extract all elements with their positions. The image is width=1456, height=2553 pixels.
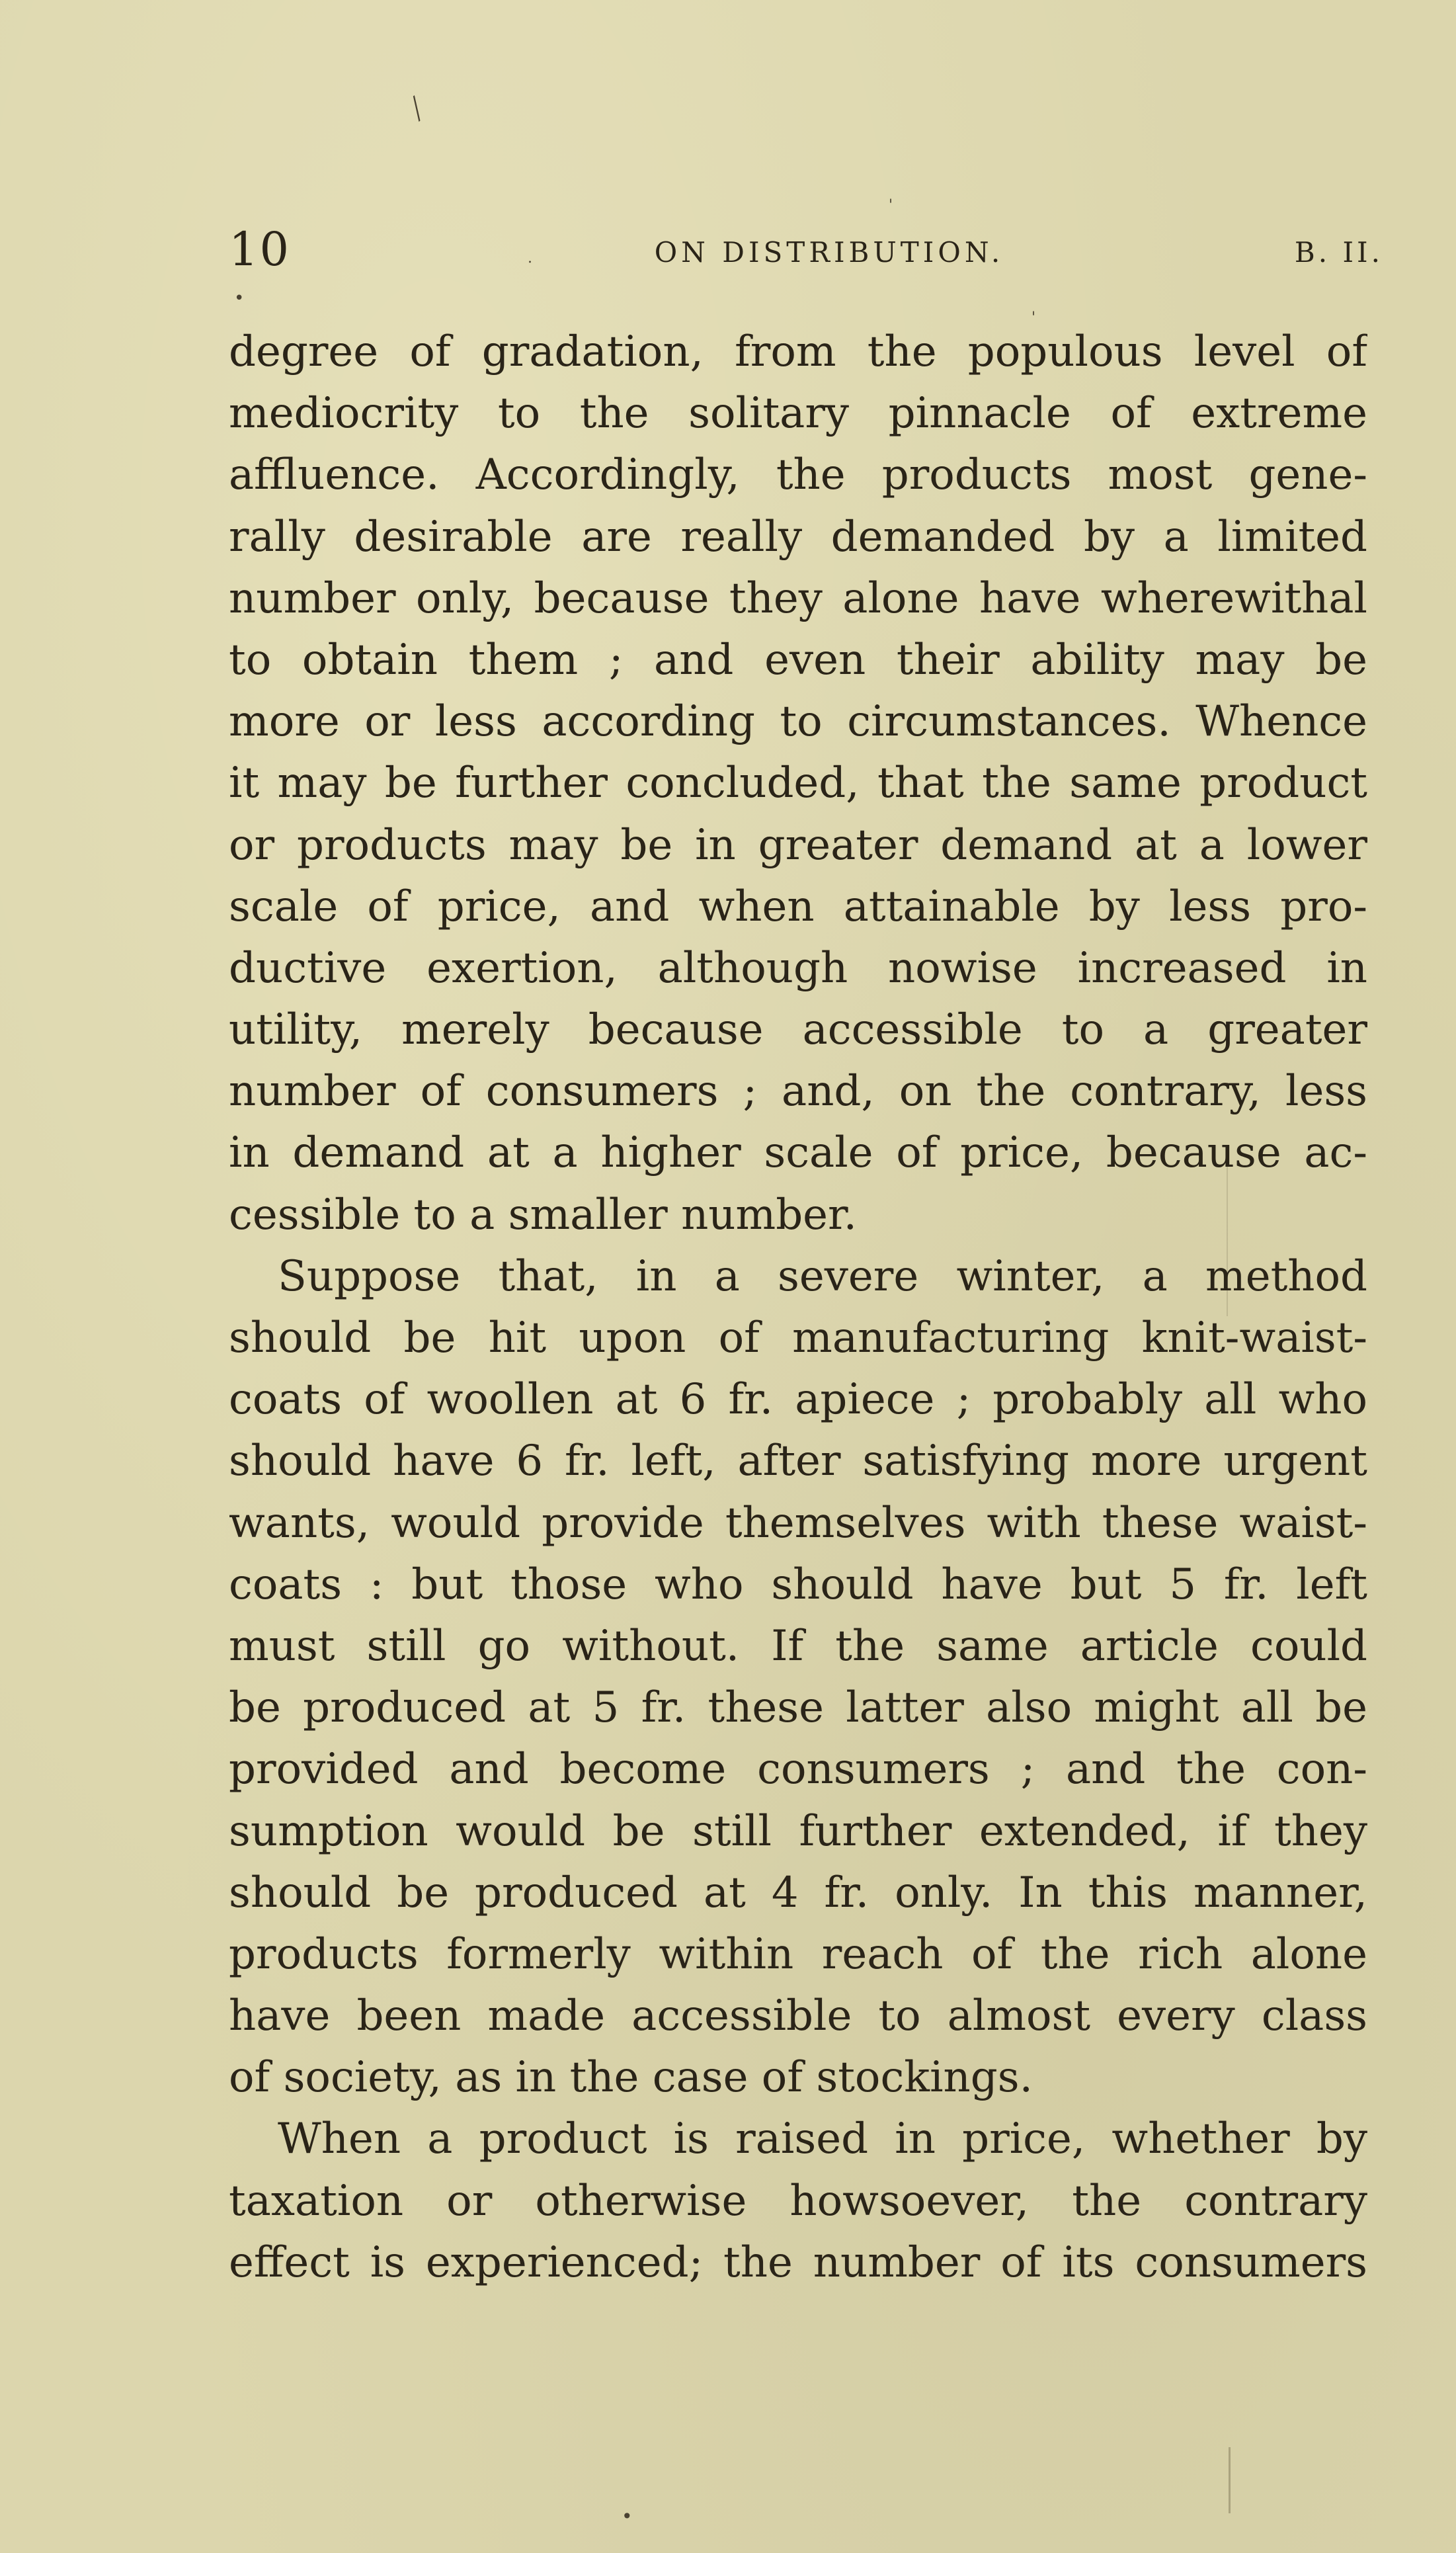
book-reference: B. II. xyxy=(1294,236,1383,269)
text-line: be produced at 5 fr. these latter also might all be xyxy=(229,1683,1367,1733)
text-line: provided and become consumers ; and the con- xyxy=(229,1745,1367,1794)
text-line: should have 6 fr. left, after satisfying more urgent xyxy=(229,1437,1367,1486)
text-line: should be hit upon of manufacturing knit-waist- xyxy=(229,1314,1367,1362)
paragraph-start-line: Suppose that, in a severe winter, a method xyxy=(278,1251,1367,1301)
page-number: 10 xyxy=(229,222,291,276)
text-line: number of consumers ; and, on the contrary, less xyxy=(229,1067,1367,1116)
text-line: in demand at a higher scale of price, because ac- xyxy=(229,1128,1367,1178)
text-line: should be produced at 4 fr. only. In this manner, xyxy=(229,1868,1367,1917)
text-line: coats of woollen at 6 fr. apiece ; probably all who xyxy=(229,1375,1367,1425)
text-line: wants, would provide themselves with these waist- xyxy=(229,1498,1367,1548)
text-line: affluence. Accordingly, the products most gene- xyxy=(229,450,1367,500)
text-line: ductive exertion, although nowise increased in xyxy=(229,943,1367,993)
text-line: of society, as in the case of stockings. xyxy=(229,2053,1033,2103)
text-line: rally desirable are really demanded by a limited xyxy=(229,512,1367,562)
text-line: degree of gradation, from the populous level of xyxy=(229,327,1367,376)
text-line: mediocrity to the solitary pinnacle of extreme xyxy=(229,389,1367,439)
text-line: it may be further concluded, that the same product xyxy=(229,759,1367,808)
text-line: to obtain them ; and even their ability may be xyxy=(229,635,1367,685)
text-line: taxation or otherwise howsoever, the contrary xyxy=(229,2176,1367,2226)
print-speck: • xyxy=(234,288,245,308)
text-line: have been made accessible to almost every class xyxy=(229,1991,1367,2041)
text-line: more or less according to circumstances. Whence xyxy=(229,697,1367,747)
paragraph-start-line: When a product is raised in price, whether by xyxy=(278,2114,1367,2164)
text-line: utility, merely because accessible to a greater xyxy=(229,1005,1367,1055)
text-line: number only, because they alone have wherewithal xyxy=(229,573,1367,623)
running-head-title: ON DISTRIBUTION. xyxy=(654,236,1004,269)
show-through-line xyxy=(1229,2447,1231,2513)
text-line: sumption would be still further extended, if they xyxy=(229,1806,1367,1856)
body-text xyxy=(229,321,1367,2294)
text-line: cessible to a smaller number. xyxy=(229,1190,857,1239)
running-header xyxy=(229,220,1383,279)
print-speck: . xyxy=(528,250,532,267)
text-line: scale of price, and when attainable by less pro- xyxy=(229,882,1367,931)
text-line: products formerly within reach of the rich alone xyxy=(229,1929,1367,1979)
print-speck: ' xyxy=(1031,310,1036,326)
text-line: or products may be in greater demand at a lower xyxy=(229,820,1367,870)
text-line: must still go without. If the same article could xyxy=(229,1621,1367,1671)
print-speck: ╱ xyxy=(405,96,429,122)
print-speck: ' xyxy=(889,197,893,214)
text-line: effect is experienced; the number of its consumers xyxy=(229,2238,1367,2287)
print-speck: • xyxy=(622,2505,633,2527)
text-line: coats : but those who should have but 5 fr. left xyxy=(229,1560,1367,1609)
